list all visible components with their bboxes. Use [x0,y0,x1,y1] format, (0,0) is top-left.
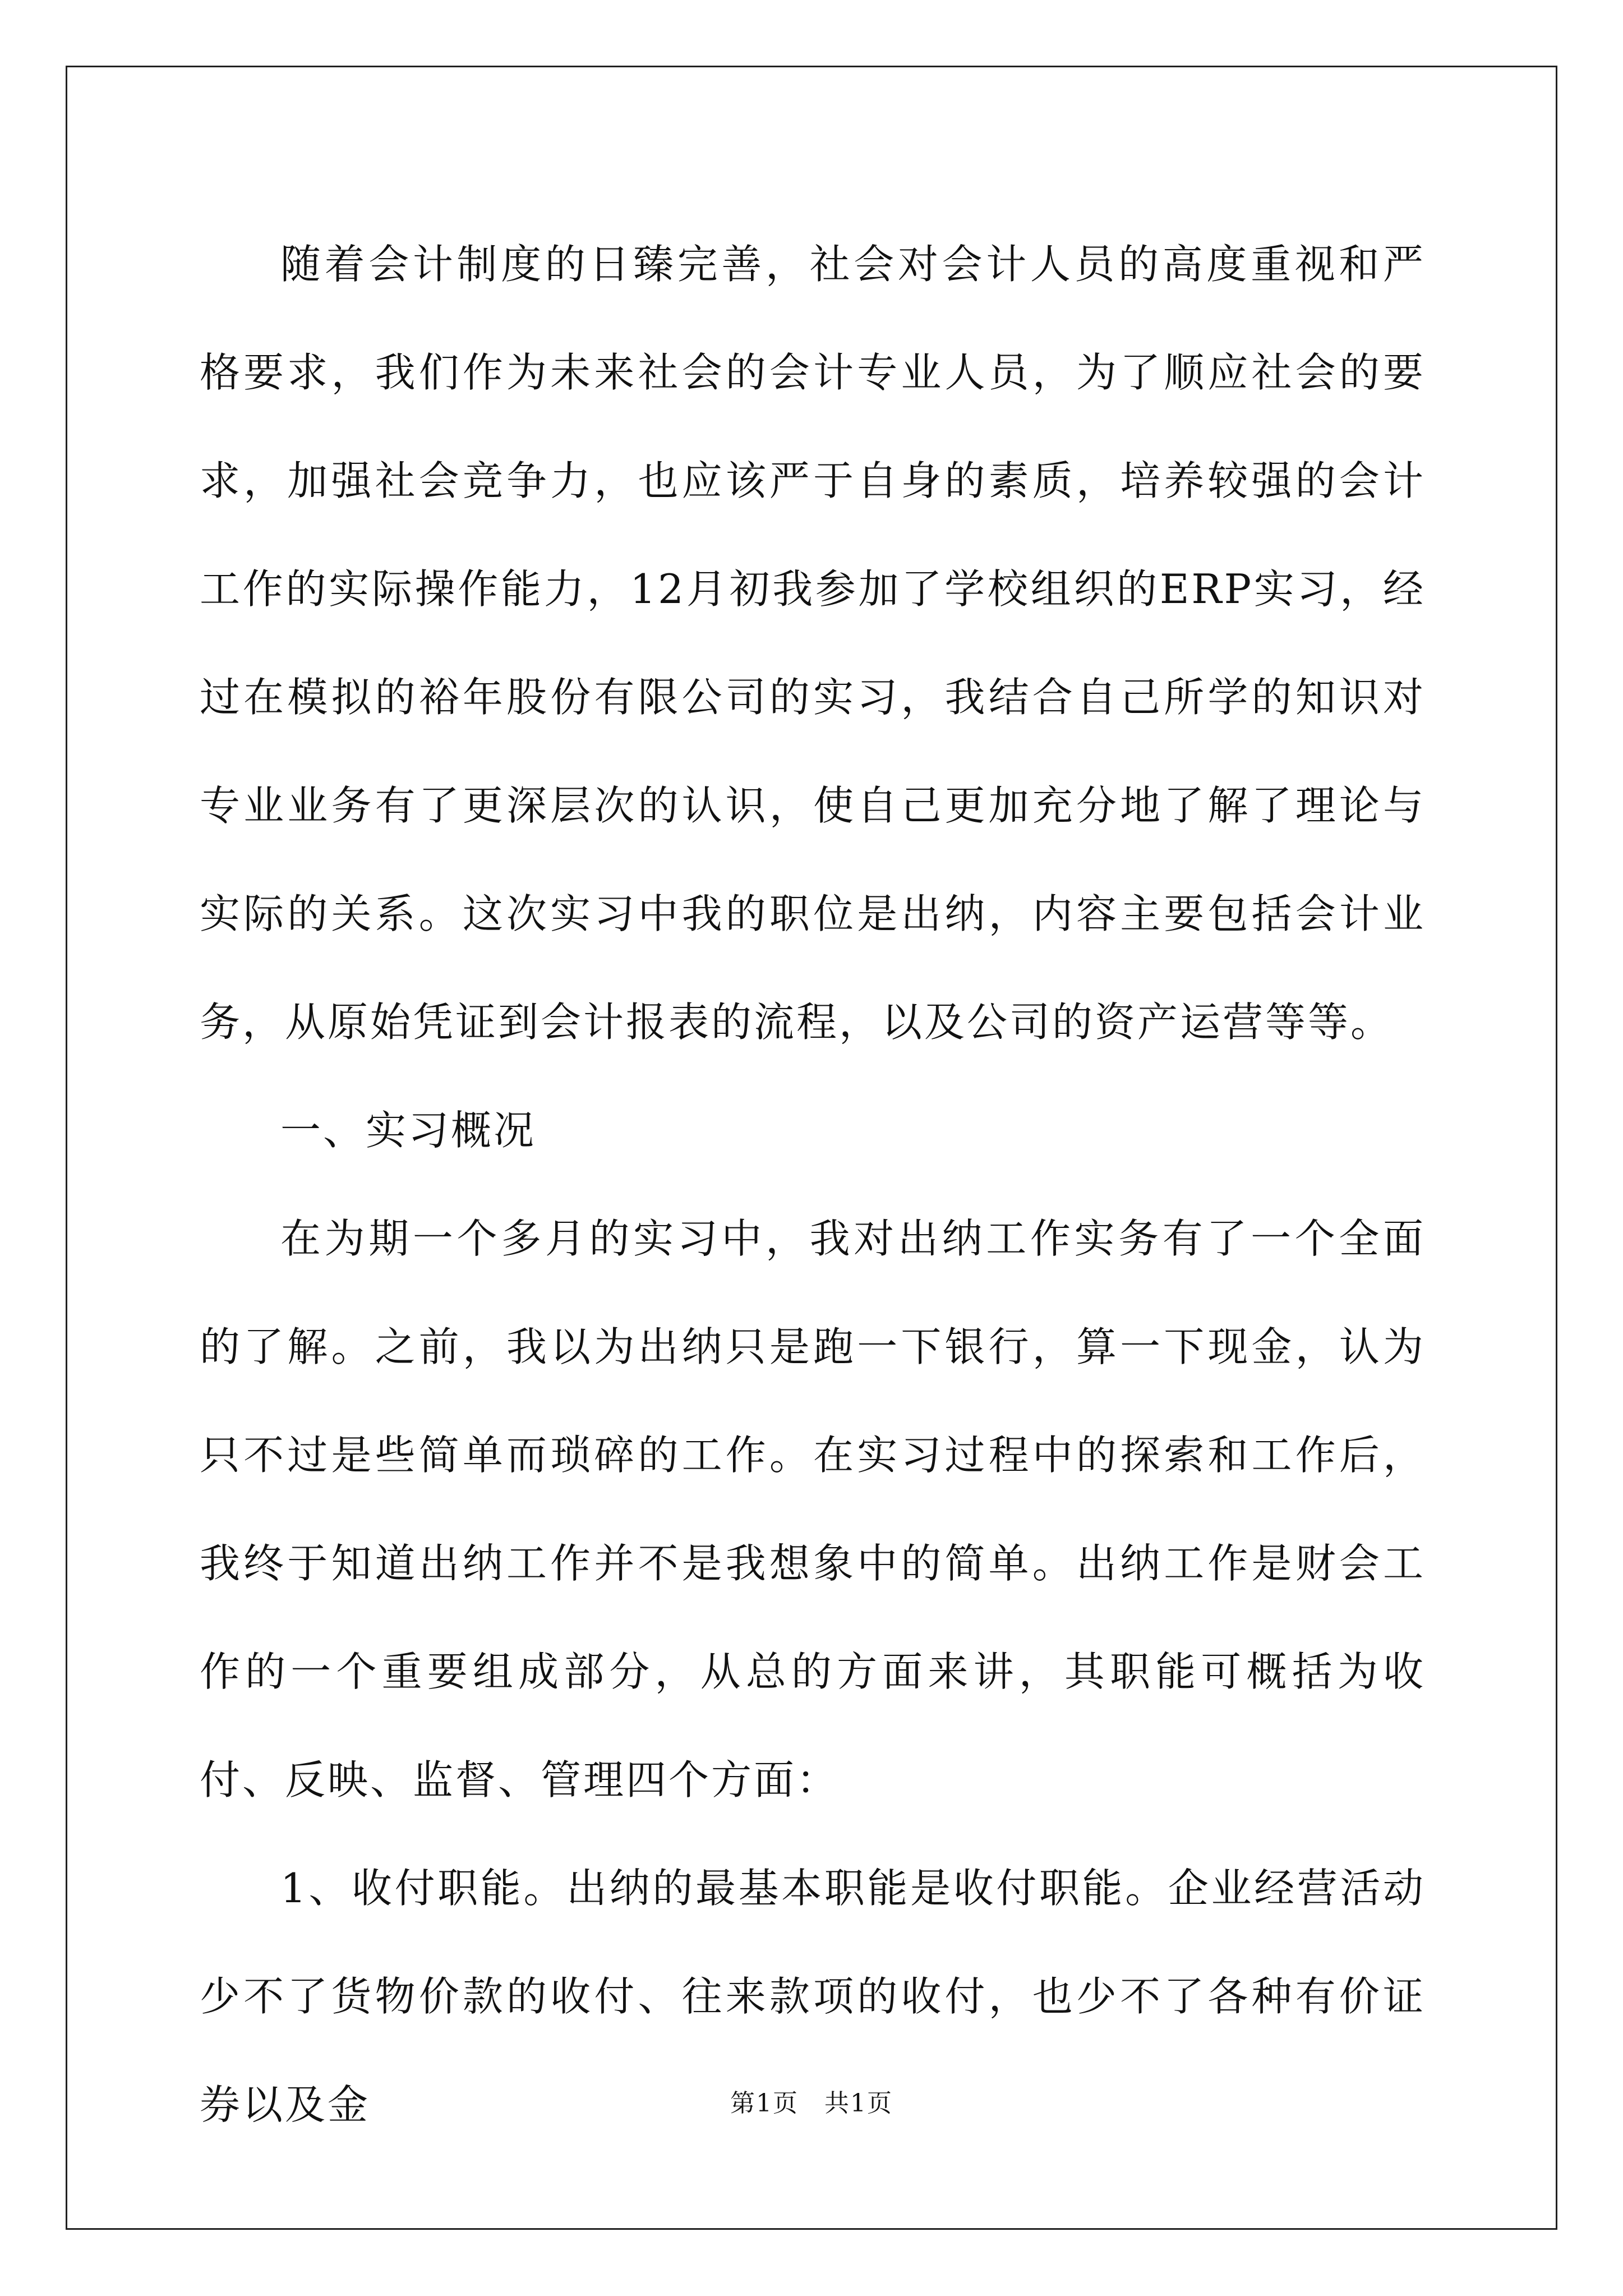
payment-function-paragraph: 1、收付职能。出纳的最基本职能是收付职能。企业经营活动少不了货物价款的收付、往来款项的收付，也少不了各种有价证券以及金 [200,1865,1426,2128]
section-heading: 一、实习概况 [280,1107,537,1154]
document-body [200,210,1426,2159]
overview-paragraph: 在为期一个多月的实习中，我对出纳工作实务有了一个全面的了解。之前，我以为出纳只是跑一下银行，算一下现金，认为只不过是些简单而琐碎的工作。在实习过程中的探索和工作后，我终于知道出纳工作并不是我想象中的简单。出纳工作是财会工作的一个重要组成部分，从总的方面来讲，其职能可概括为收付、反映、监督、管理四个方面： [200,1215,1426,1803]
page-footer: 第1页 共1页 [730,2089,893,2118]
intro-paragraph: 随着会计制度的日臻完善，社会对会计人员的高度重视和严格要求，我们作为未来社会的会计专业人员，为了顺应社会的要求，加强社会竞争力，也应该严于自身的素质，培养较强的会计工作的实际操作能力，12月初我参加了学校组织的ERP实习，经过在模拟的裕年股份有限公司的实习，我结合自己所学的知识对专业业务有了更深层次的认识，使自己更加充分地了解了理论与实际的关系。这次实习中我的职位是出纳，内容主要包括会计业务，从原始凭证到会计报表的流程，以及公司的资产运营等等。 [200,241,1426,1046]
